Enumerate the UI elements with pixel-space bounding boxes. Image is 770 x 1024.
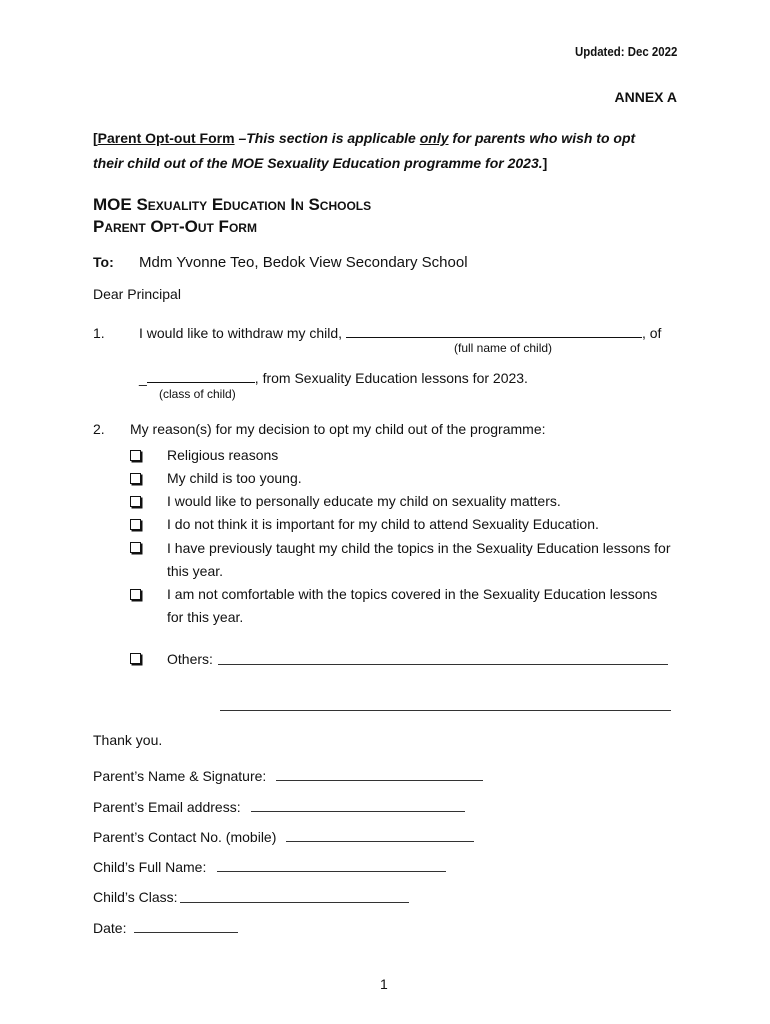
reason-personally-educate: I would like to personally educate my child on sexuality matters. [167,493,561,509]
reason-others-label: Others: [167,651,213,667]
item1-number: 1. [93,325,105,341]
class-hint: (class of child) [159,387,236,401]
reason-checkbox-others[interactable] [130,653,141,664]
form-label: Parent Opt-out Form [97,130,235,146]
reason-checkbox-not-important[interactable] [130,519,141,530]
parent-name-label: Parent’s Name & Signature: [93,768,267,784]
reason-checkbox-previously-taught[interactable] [130,542,141,553]
reason-not-comfortable-cont: for this year. [167,609,244,625]
child-name-label: Child’s Full Name: [93,859,207,875]
others-input-line-2[interactable] [220,710,671,711]
parent-contact-label: Parent’s Contact No. (mobile) [93,829,277,845]
closing-text: Thank you. [93,732,163,748]
item2-number: 2. [93,421,105,437]
parent-email-input[interactable] [251,811,465,812]
applicability-note: [Parent Opt-out Form –This section is applicable only for parents who wish to opt their child out of the MOE Sexuality Education programme for 2023.] [93,130,636,171]
child-class-label: Child’s Class: [93,889,178,905]
page-number: 1 [380,976,388,992]
parent-contact-input[interactable] [286,841,474,842]
page-title: MOE Sexuality Education In Schools Parent Opt-Out Form [93,195,372,236]
reason-checkbox-religious[interactable] [130,450,141,461]
reason-too-young: My child is too young. [167,470,302,486]
annex-label: ANNEX A [614,89,677,105]
recipient-line: To: Mdm Yvonne Teo, Bedok View Secondary School [93,254,468,271]
child-class-blank[interactable] [147,370,255,383]
class-line: _ , from Sexuality Education lessons for 2023. [139,370,528,386]
parent-email-label: Parent’s Email address: [93,799,241,815]
others-input-line-1[interactable] [218,664,668,665]
reason-not-important: I do not think it is important for my child to attend Sexuality Education. [167,516,599,532]
reason-checkbox-not-comfortable[interactable] [130,589,141,600]
reason-not-comfortable: I am not comfortable with the topics covered in the Sexuality Education lessons [167,586,658,602]
reason-checkbox-too-young[interactable] [130,473,141,484]
full-name-hint: (full name of child) [454,341,553,355]
child-name-blank[interactable] [346,325,642,338]
item1-text: I would like to withdraw my child, , of [139,325,662,341]
reason-checkbox-personally-educate[interactable] [130,496,141,507]
date-input[interactable] [134,932,238,933]
updated-date: Updated: Dec 2022 [574,44,677,59]
salutation: Dear Principal [93,286,181,302]
reason-previously-taught-cont: this year. [167,563,224,579]
child-class-input[interactable] [180,902,409,903]
reason-religious: Religious reasons [167,447,279,463]
date-label: Date: [93,920,127,936]
reason-previously-taught: I have previously taught my child the topics in the Sexuality Education lessons for [167,540,671,556]
item2-text: My reason(s) for my decision to opt my child out of the programme: [130,421,546,437]
parent-name-input[interactable] [276,780,483,781]
child-name-input[interactable] [217,871,446,872]
